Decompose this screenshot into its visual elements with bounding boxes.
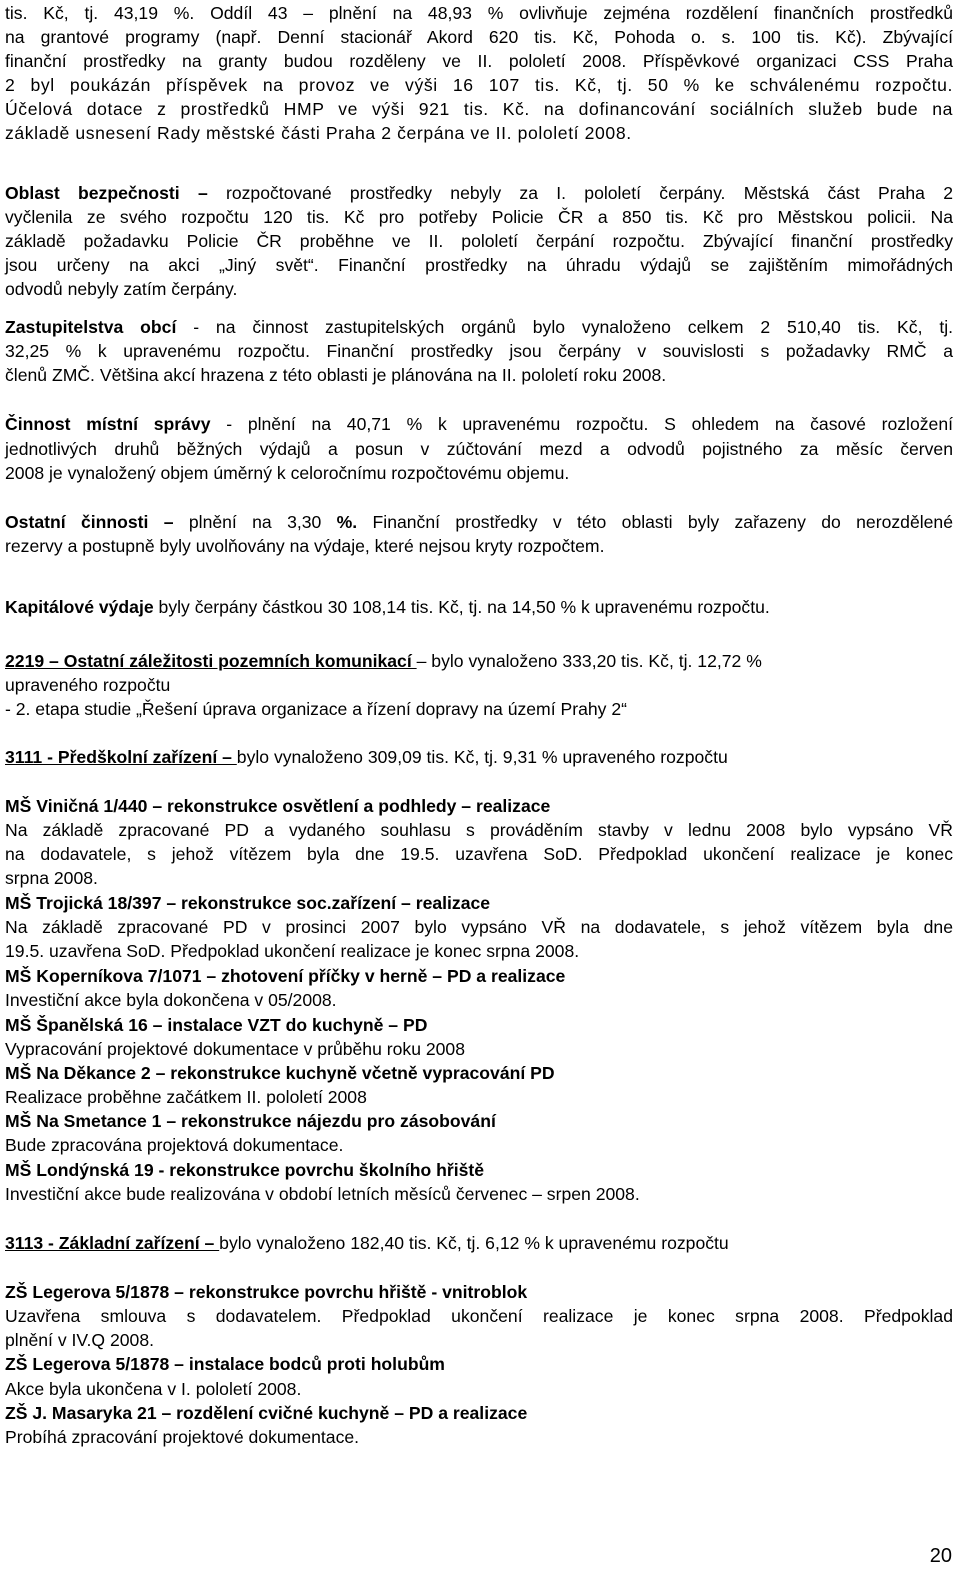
bold-text-run: %. [336,512,358,532]
text-run: základě usnesení Rady městské části Praha 2 čerpána ve II. pololetí 2008. [5,123,632,143]
item-heading [5,1110,496,1132]
text-line [5,1134,343,1156]
text-line [5,867,98,889]
text-line [5,916,953,938]
item-heading [5,1159,484,1181]
bold-text-run: MŠ Španělská 16 – instalace VZT do kuchyně – PD [5,1015,428,1035]
text-line [5,2,953,24]
item-heading [5,1281,527,1303]
item-heading [5,965,565,987]
text-line [5,1329,154,1351]
bold-text-run: Oblast bezpečnosti – [5,183,208,203]
text-run: plnění v IV.Q 2008. [5,1330,155,1350]
text-run: Na základě zpracované PD v prosinci 2007 bylo vypsáno VŘ na dodavatele, s jehož vítězem byla dne [5,917,953,937]
text-run: upraveného rozpočtu [5,675,171,695]
bold-text-run: Činnost místní správy [5,414,211,434]
text-run: 32,25 % k upravenému rozpočtu. Finanční prostředky jsou čerpány v souvislosti s požadavky RMČ a [5,341,953,361]
text-run: plnění na 3,30 [173,512,337,532]
text-run: Akce byla ukončena v I. pololetí 2008. [5,1379,302,1399]
text-run: - plnění na 40,71 % k upravenému rozpočtu. S ohledem na časové rozložení [210,414,953,434]
text-line [5,122,632,144]
text-line [5,1305,953,1327]
text-run: 2008 je vynaložený objem úměrný k celoročnímu rozpočtovému objemu. [5,463,570,483]
text-line [5,254,953,276]
text-line [5,462,569,484]
text-run: Na základě zpracované PD a vydaného souhlasu s prováděním stavby v lednu 2008 bylo vypsáno VŘ [5,820,953,840]
text-run: 2 byl poukázán příspěvek na provoz ve výši 16 107 tis. Kč, tj. 50 % ke schválenému rozpočtu. [5,75,953,95]
text-line [5,26,953,48]
text-run: - na činnost zastupitelských orgánů bylo vynaloženo celkem 2 510,40 tis. Kč, tj. [176,317,954,337]
bold-text-run: MŠ Londýnská 19 - rekonstrukce povrchu školního hřiště [5,1160,485,1180]
text-run: bylo vynaloženo 182,40 tis. Kč, tj. 6,12 % k upravenému rozpočtu [219,1233,729,1253]
text-line [5,1038,465,1060]
bold-text-run: MŠ Koperníkova 7/1071 – zhotovení příčky v herně – PD a realizace [5,966,566,986]
text-line [5,340,953,362]
text-run: na dodavatele, s jehož vítězem byla dne 19.5. uzavřena SoD. Předpoklad ukončení realizace je konec [5,844,953,864]
text-run: členů ZMČ. Většina akcí hrazena z této oblasti je plánována na II. pololetí roku 2008. [5,365,667,385]
text-run: Vypracování projektové dokumentace v průběhu roku 2008 [5,1039,466,1059]
text-run: odvodů nebyly zatím čerpány. [5,279,238,299]
text-run: jednotlivých druhů běžných výdajů a posun v zúčtování mezd a odvodů pojistného za měsíc červen [5,439,953,459]
text-line [5,698,627,720]
text-line [5,989,337,1011]
text-run: Investiční akce bude realizována v období letních měsíců červenec – srpen 2008. [5,1184,640,1204]
text-line [5,50,953,72]
item-heading [5,1062,555,1084]
text-line [5,364,666,386]
text-line [5,674,170,696]
bold-text-run: 3113 - Základní zařízení – [5,1233,220,1253]
item-heading [5,1353,445,1375]
text-line [5,278,237,300]
text-run: Realizace proběhne začátkem II. pololetí 2008 [5,1087,367,1107]
bold-text-run: 2219 – Ostatní záležitosti pozemních komunikací [5,651,417,671]
text-run: Uzavřena smlouva s dodavatelem. Předpoklad ukončení realizace je konec srpna 2008. Předpoklad [5,1306,953,1326]
bold-text-run: Kapitálové výdaje [5,597,154,617]
page-number: 20 [929,1545,952,1567]
text-line [5,1426,359,1448]
text-line [5,940,579,962]
paragraph-heading-line [5,182,953,204]
bold-text-run: Zastupitelstva obcí [5,317,177,337]
paragraph-heading-line [5,596,770,618]
text-run: na grantové programy (např. Denní stacionář Akord 620 tis. Kč, Pohoda o. s. 100 tis. Kč). Zbývající [5,27,953,47]
text-line [5,1086,367,1108]
section-heading-line [5,1232,729,1254]
bold-text-run: MŠ Viničná 1/440 – rekonstrukce osvětlení a podhledy – realizace [5,796,551,816]
text-run: 19.5. uzavřena SoD. Předpoklad ukončení realizace je konec srpna 2008. [5,941,580,961]
text-run: Investiční akce byla dokončena v 05/2008. [5,990,337,1010]
text-line [5,438,953,460]
text-line [5,230,953,252]
text-line [5,843,953,865]
bold-text-run: ZŠ Legerova 5/1878 – instalace bodců proti holubům [5,1354,445,1374]
paragraph-heading-line [5,413,953,435]
item-heading [5,892,490,914]
text-run: základě požadavku Policie ČR proběhne ve II. pololetí čerpání rozpočtu. Zbývající finanční prostředky [5,231,953,251]
text-line [5,206,953,228]
bold-text-run: ZŠ Legerova 5/1878 – rekonstrukce povrchu hřiště - vnitroblok [5,1282,528,1302]
text-line [5,819,953,841]
text-run: finanční prostředky na granty budou rozděleny ve II. pololetí 2008. Příspěvkové organizaci CSS Praha [5,51,953,71]
text-run: bylo vynaloženo 309,09 tis. Kč, tj. 9,31 % upraveného rozpočtu [236,747,728,767]
paragraph-heading-line [5,316,953,338]
text-run: vyčlenila ze svého rozpočtu 120 tis. Kč pro potřeby Policie ČR a 850 tis. Kč pro Městskou policii. Na [5,207,953,227]
text-run: rozpočtované prostředky nebyly za I. pololetí čerpány. Městská část Praha 2 [207,183,953,203]
text-line [5,74,953,96]
paragraph-heading-line [5,511,953,533]
bold-text-run: MŠ Na Smetance 1 – rekonstrukce nájezdu pro zásobování [5,1111,496,1131]
text-run: tis. Kč, tj. 43,19 %. Oddíl 43 – plnění na 48,93 % ovlivňuje zejména rozdělení finančních prostředků [5,3,953,23]
section-heading-line [5,746,728,768]
text-run: – bylo vynaloženo 333,20 tis. Kč, tj. 12,72 % [416,651,762,671]
item-heading [5,795,550,817]
text-run: rezervy a postupně byly uvolňovány na výdaje, které nejsou kryty rozpočtem. [5,536,605,556]
text-run: jsou určeny na akci „Jiný svět“. Finanční prostředky na úhradu výdajů se zajištěním mimořádných [5,255,953,275]
text-line [5,1183,640,1205]
text-run: Finanční prostředky v této oblasti byly zařazeny do nerozdělené [357,512,953,532]
section-heading-line [5,650,762,672]
bold-text-run: MŠ Trojická 18/397 – rekonstrukce soc.zařízení – realizace [5,893,491,913]
text-line [5,535,604,557]
text-line [5,98,953,120]
text-run: Účelová dotace z prostředků HMP ve výši 921 tis. Kč. na dofinancování sociálních služeb bude na [5,99,953,119]
text-run: Bude zpracována projektová dokumentace. [5,1135,344,1155]
item-heading [5,1014,427,1036]
text-run: - 2. etapa studie „Řešení úprava organizace a řízení dopravy na území Prahy 2“ [5,699,627,719]
text-run: byly čerpány částkou 30 108,14 tis. Kč, tj. na 14,50 % k upravenému rozpočtu. [153,597,770,617]
bold-text-run: MŠ Na Děkance 2 – rekonstrukce kuchyně včetně vypracování PD [5,1063,555,1083]
text-run: Probíhá zpracování projektové dokumentace. [5,1427,360,1447]
bold-text-run: ZŠ J. Masaryka 21 – rozdělení cvičné kuchyně – PD a realizace [5,1403,528,1423]
text-run: srpna 2008. [5,868,98,888]
bold-text-run: Ostatní činnosti – [5,512,174,532]
text-line [5,1378,301,1400]
item-heading [5,1402,527,1424]
bold-text-run: 3111 - Předškolní zařízení – [5,747,237,767]
